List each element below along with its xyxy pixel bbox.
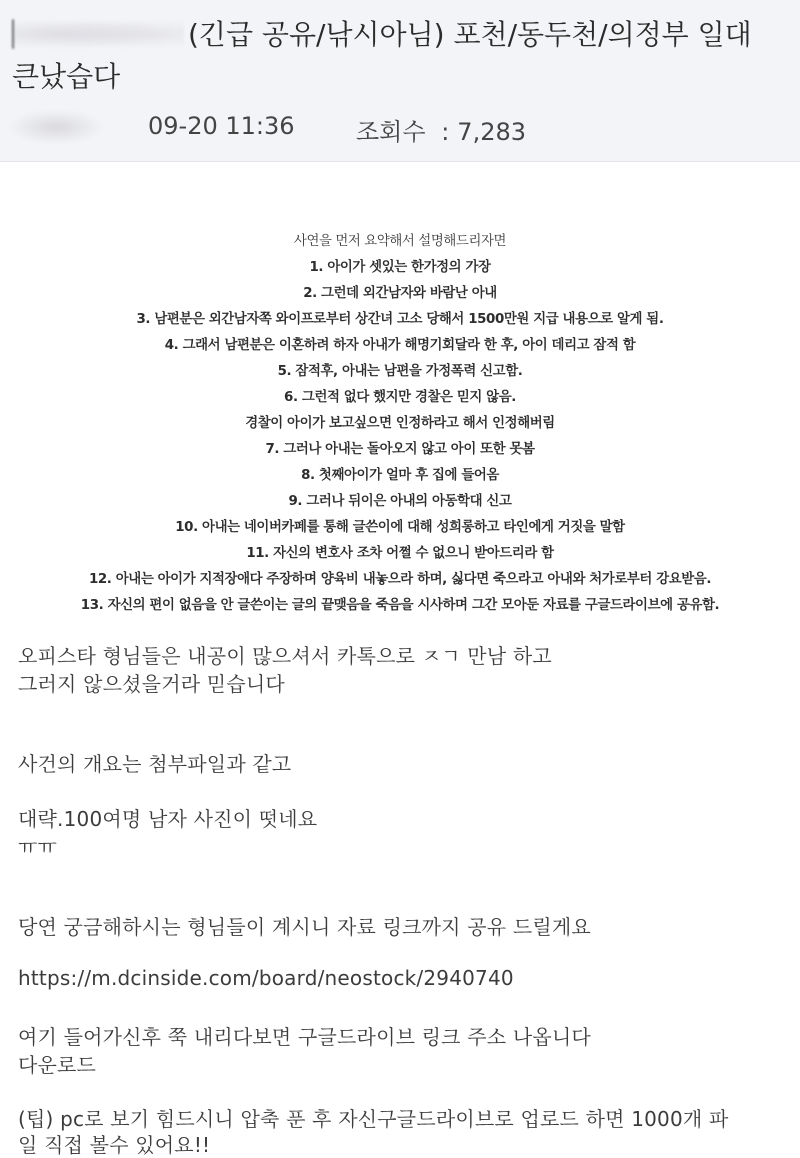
view-count-value: 7,283 — [457, 118, 527, 146]
summary-item: 7. 그러나 아내는 돌아오지 않고 아이 또한 못봄 — [265, 442, 535, 457]
body-paragraph: 당연 궁금해하시는 형님들이 계시니 자료 링크까지 공유 드릴게요 — [18, 915, 591, 939]
body-paragraph: 다운로드 — [18, 1053, 97, 1077]
post-link[interactable]: https://m.dcinside.com/board/neostock/2940740 — [18, 966, 514, 990]
body-paragraph: 그러지 않으셨을거라 믿습니다 — [18, 672, 285, 696]
summary-item: 8. 첫째아이가 얼마 후 집에 들어옴 — [301, 468, 499, 483]
post-header — [0, 0, 800, 162]
body-paragraph: 사건의 개요는 첨부파일과 같고 — [18, 752, 292, 776]
summary-item: 13. 자신의 편이 없음을 안 글쓴이는 글의 끝맺음을 죽음을 시사하며 그간 모아둔 자료를 구글드라이브에 공유함. — [80, 598, 720, 613]
post-title-text: (긴급 공유/낚시아님) 포천/동두천/의정부 일대 큰났습다 — [12, 18, 752, 93]
attached-summary-image — [0, 228, 800, 624]
summary-item: 10. 아내는 네이버카페를 통해 글쓴이에 대해 성희롱하고 타인에게 거짓을 말함 — [175, 520, 625, 535]
summary-item: 경찰이 아이가 보고싶으면 인정하라고 해서 인정해버림 — [245, 416, 555, 431]
summary-item: 3. 남편분은 외간남자쪽 와이프로부터 상간녀 고소 당해서 1500만원 지급 내용으로 알게 됨. — [136, 312, 664, 327]
body-paragraph: 대략.100여명 남자 사진이 떳네요 — [18, 807, 318, 831]
summary-item: 4. 그래서 남편분은 이혼하려 하자 아내가 해명기회달라 한 후, 아이 데리고 잠적 함 — [164, 338, 636, 353]
summary-item: 2. 그런데 외간남자와 바람난 아내 — [303, 286, 497, 301]
view-count-label: 조회수 — [356, 118, 426, 146]
redacted-author — [8, 110, 104, 144]
summary-item: 11. 자신의 변호사 조차 어쩔 수 없으니 받아드리라 함 — [246, 546, 554, 561]
body-paragraph: 일 직접 볼수 있어요!! — [18, 1133, 211, 1157]
summary-item: 1. 아이가 셋있는 한가정의 가장 — [309, 260, 491, 275]
summary-intro: 사연을 먼저 요약해서 설명해드리자면 — [293, 234, 507, 249]
view-count — [356, 112, 526, 147]
body-paragraph: (팁) pc로 보기 힘드시니 압축 푼 후 자신구글드라이브로 업로드 하면 1000개 파 — [18, 1107, 729, 1131]
body-paragraph: 오피스타 형님들은 내공이 많으셔서 카톡으로 ㅈㄱ 만남 하고 — [18, 644, 552, 668]
summary-item: 9. 그러나 뒤이은 아내의 아동학대 신고 — [288, 494, 512, 509]
view-count-separator: : — [441, 118, 450, 146]
summary-item: 12. 아내는 아이가 지적장애다 주장하며 양육비 내놓으라 하며, 싫다면 죽으라고 아내와 처가로부터 강요받음. — [88, 572, 712, 587]
summary-item: 5. 잠적후, 아내는 남편을 가정폭력 신고함. — [277, 364, 523, 379]
body-paragraph: ㅠㅠ — [18, 835, 58, 859]
post-date: 09-20 11:36 — [148, 112, 295, 140]
summary-item: 6. 그런적 없다 했지만 경찰은 믿지 않음. — [284, 390, 516, 405]
post-meta — [0, 104, 800, 148]
redacted-prefix — [12, 19, 184, 49]
post-title — [12, 14, 788, 98]
body-paragraph: 여기 들어가신후 쭉 내리다보면 구글드라이브 링크 주소 나옵니다 — [18, 1025, 591, 1049]
